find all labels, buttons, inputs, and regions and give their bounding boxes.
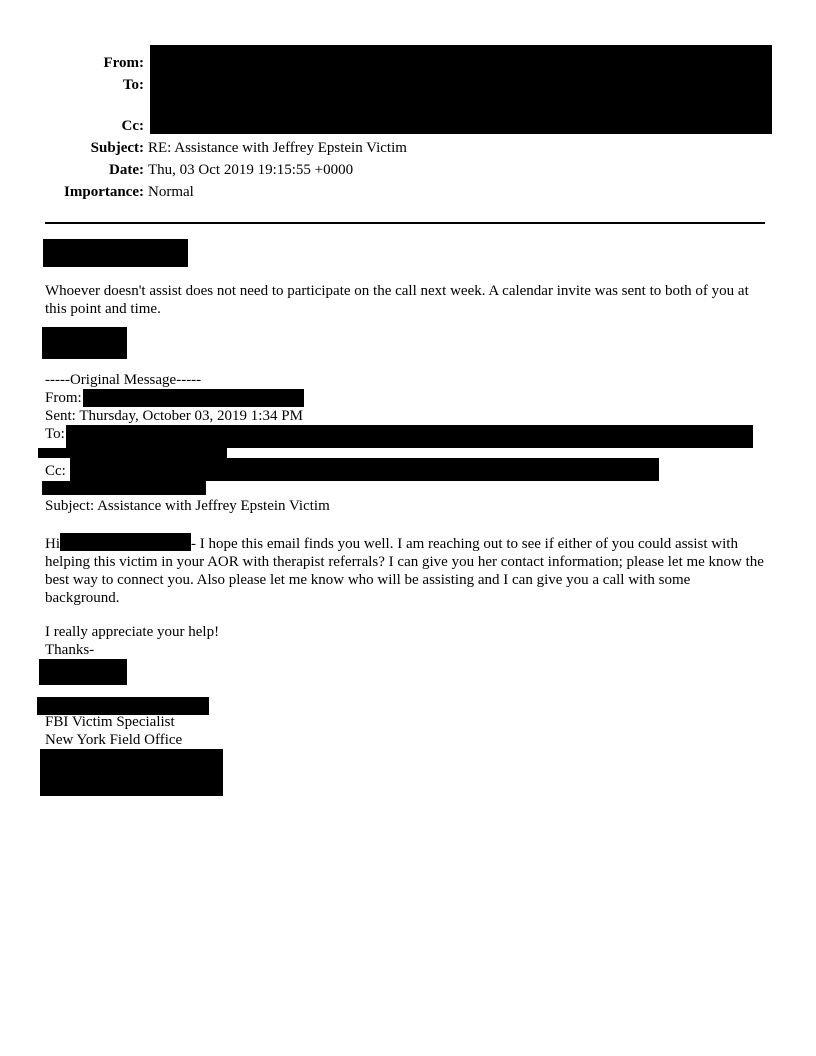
original-body (45, 533, 767, 607)
original-cc-redaction-continued (42, 481, 206, 495)
signature-office: New York Field Office (45, 732, 183, 748)
date-value: Thu, 03 Oct 2019 19:15:55 +0000 (148, 162, 354, 178)
reply-signature-redaction (42, 327, 127, 359)
header-recipients-redaction (150, 45, 772, 134)
signature-title: FBI Victim Specialist (45, 714, 175, 730)
original-message-separator: -----Original Message----- (45, 372, 202, 388)
original-from-redaction (83, 389, 304, 407)
sender-first-name-redaction (39, 659, 127, 685)
original-subject-line: Subject: Assistance with Jeffrey Epstein Victim (45, 498, 330, 514)
original-to-label: To: (45, 426, 65, 442)
original-to-redaction-continued (38, 448, 227, 458)
original-sent-line: Sent: Thursday, October 03, 2019 1:34 PM (45, 408, 303, 424)
original-greeting: Hi (45, 536, 60, 552)
importance-label: Importance: (64, 184, 144, 200)
reply-body: Whoever doesn't assist does not need to participate on the call next week. A calendar invite was sent to both of you at this point and time. (45, 283, 749, 317)
subject-value: RE: Assistance with Jeffrey Epstein Victim (148, 140, 407, 156)
cc-label: Cc: (121, 118, 144, 134)
subject-label: Subject: (90, 140, 144, 156)
to-label: To: (122, 77, 144, 93)
importance-value: Normal (148, 184, 194, 200)
original-from-label: From: (45, 390, 82, 406)
signature-contact-redaction (40, 749, 223, 796)
original-to-redaction (66, 425, 753, 448)
original-cc-label: Cc: (45, 463, 66, 479)
original-closing-thanks: Thanks- (45, 642, 95, 658)
from-label: From: (103, 55, 144, 71)
original-cc-redaction (70, 458, 659, 481)
greeting-names-redaction (60, 533, 191, 551)
date-label: Date: (109, 162, 144, 178)
original-closing-appreciation: I really appreciate your help! (45, 624, 220, 640)
salutation-redaction (43, 239, 188, 267)
header-divider (45, 222, 765, 224)
original-body-text: - I hope this email finds you well. I am reaching out to see if either of you could assist with helping this victim in your AOR with therapist referrals? I can give you her contact information; please let me know the best way to connect you. Also please let me know who will be assisting and I can give you a call with some background. (45, 536, 764, 606)
